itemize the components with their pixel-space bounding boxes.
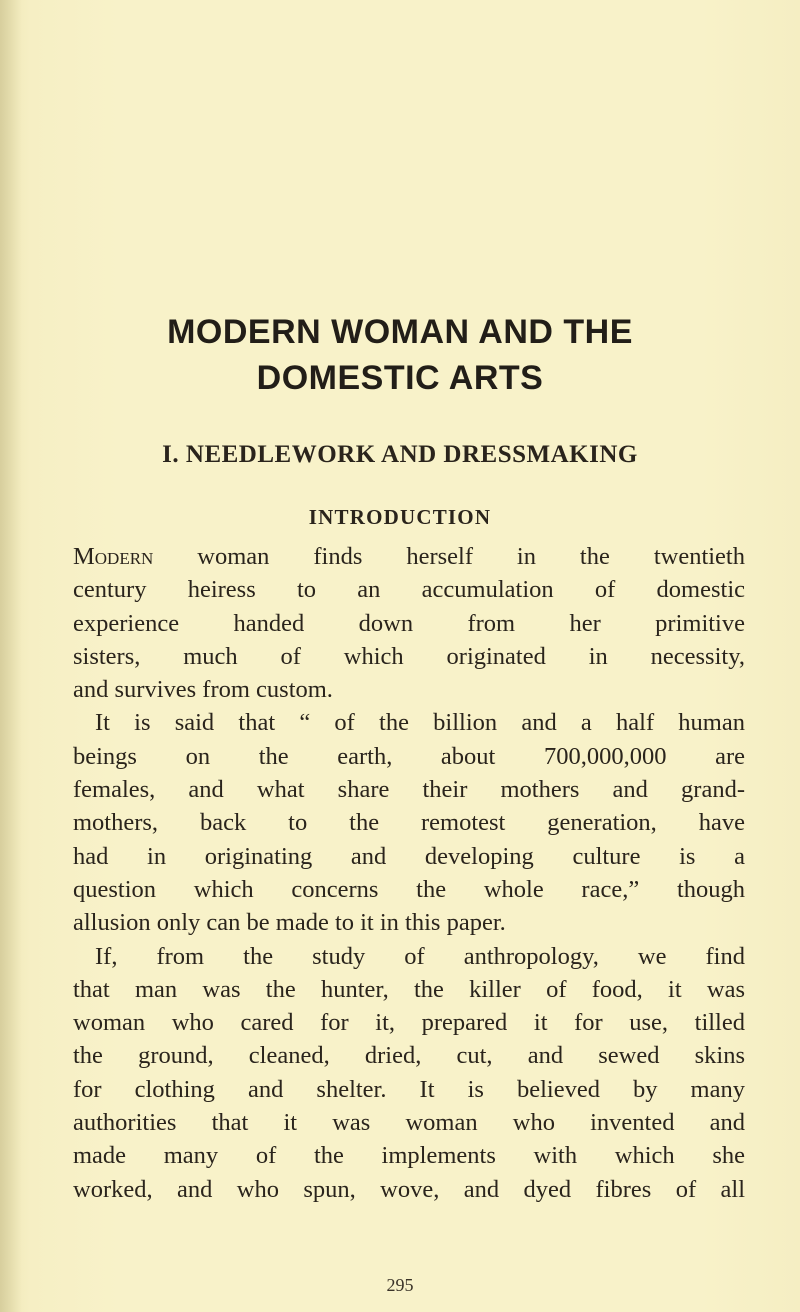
paragraph-3-line: for clothing and shelter. It is believed by many [73,1075,745,1103]
paragraph-3-line: If, from the study of anthropology, we find [95,942,745,970]
paragraph-3-line: that man was the hunter, the killer of food, it was [73,975,745,1003]
paragraph-2-line: beings on the earth, about 700,000,000 are [73,742,745,770]
page-title-line-2: DOMESTIC ARTS [256,359,544,397]
paragraph-2-line: question which concerns the whole race,” though [73,875,745,903]
page-title-line-1: MODERN WOMAN AND THE [167,313,633,351]
paragraph-1-line: century heiress to an accumulation of domestic [73,576,745,604]
paragraph-1-line-text: woman finds herself in the twentieth [153,543,745,570]
paragraph-1-line: and survives from custom. [73,676,333,704]
paragraph-2-line: had in originating and developing culture is a [73,842,745,870]
paragraph-2-line: It is said that “ of the billion and a half human [95,709,745,737]
paragraph-3-line: worked, and who spun, wove, and dyed fibres of all [73,1175,745,1203]
paragraph-2-line: mothers, back to the remotest generation, have [73,809,745,837]
paragraph-1-line [73,540,745,573]
paragraph-3-line: made many of the implements with which she [73,1142,745,1170]
page-number: 295 [386,1275,414,1295]
paragraph-1-line: sisters, much of which originated in necessity, [73,642,745,670]
paragraph-3-line: woman who cared for it, prepared it for use, tilled [73,1009,745,1037]
body-text [73,540,745,1206]
paragraph-2-line: females, and what share their mothers and grand- [73,776,745,804]
paragraph-3-line: the ground, cleaned, dried, cut, and sewed skins [73,1042,745,1070]
section-heading: I. NEEDLEWORK AND DRESSMAKING [162,441,638,468]
paragraph-3-line: authorities that it was woman who invented and [73,1109,745,1137]
introduction-heading: INTRODUCTION [308,505,492,529]
page-gutter-shadow [0,0,22,1312]
paragraph-lead-word: Modern [73,543,154,570]
paragraph-1-line: experience handed down from her primitive [73,609,745,637]
paragraph-2-line: allusion only can be made to it in this paper. [73,909,506,937]
